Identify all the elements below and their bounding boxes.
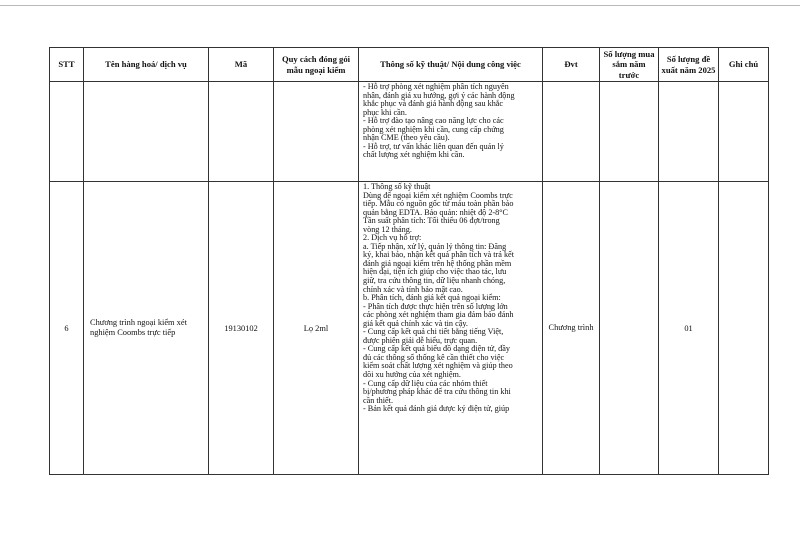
spec-line: hiện đại, tiện ích giúp cho việc thao tác, lưu (363, 267, 507, 277)
table-row (50, 182, 769, 475)
spec-line: quản bằng EDTA. Bảo quản: nhiệt độ 2-8°C (363, 207, 508, 217)
spec-line: b. Phân tích, đánh giá kết quả ngoại kiểm: (363, 293, 501, 303)
page-top-rule (0, 5, 800, 6)
cell-quy-cach: Lọ 2ml (274, 182, 359, 475)
spec-line: vòng 12 tháng. (363, 224, 412, 234)
spec-line: - Phân tích được thực hiện trên số lượng lớn (363, 301, 508, 311)
spec-line: - Cung cấp kết quả chi tiết bằng tiếng Việt, (363, 327, 504, 337)
spec-line: - Hỗ trợ phòng xét nghiệm phân tích nguyên (363, 82, 509, 91)
cell-sl-truoc (600, 182, 659, 475)
spec-line: - Hỗ trợ đào tạo nâng cao năng lực cho các (363, 116, 504, 126)
spec-line: phòng xét nghiệm khi cần, cung cấp chứng (363, 124, 504, 134)
spec-line: bị/phương pháp khác để tra cứu thông tin khi (363, 387, 511, 397)
spec-line: đủ các thông số thống kê cần thiết cho việc (363, 352, 505, 362)
spec-line: giá kết quả chính xác và tin cậy. (363, 318, 468, 328)
header-name: Tên hàng hoá/ dịch vụ (84, 48, 209, 82)
cell-sl-de-xuat (659, 82, 719, 182)
cell-sl-de-xuat: 01 (659, 182, 719, 475)
header-quy-cach: Quy cách đóng gói mẫu ngoại kiểm (274, 48, 359, 82)
spec-line: ký, khai báo, nhận kết quả phân tích và trả kết (363, 250, 514, 260)
header-sl-truoc: Số lượng mua sắm năm trước (600, 48, 659, 82)
cell-ma (209, 82, 274, 182)
spec-line: 1. Thông số kỹ thuật (363, 182, 431, 191)
spec-line: chất lượng xét nghiệm khi cần. (363, 150, 465, 160)
cell-ghi-chu (719, 182, 769, 475)
cell-dvt: Chương trình (543, 182, 600, 475)
cell-dvt (543, 82, 600, 182)
cell-stt (50, 82, 84, 182)
header-row (50, 48, 769, 82)
cell-sl-truoc (600, 82, 659, 182)
cell-ma: 19130102 (209, 182, 274, 475)
spec-line: Dùng để ngoại kiểm xét nghiệm Coombs trực (363, 190, 513, 200)
cell-thong-so (359, 82, 543, 182)
cell-name: Chương trình ngoại kiểm xét nghiệm Coombs trực tiếp (84, 182, 209, 475)
spec-line: - Cung cấp kết quả biểu đồ dạng điện tử, đầy (363, 344, 510, 354)
header-ghi-chu: Ghi chú (719, 48, 769, 82)
spec-line: tiếp. Mẫu có nguồn gốc từ máu toàn phần bảo (363, 199, 514, 209)
spec-line: giữ, tra cứu thông tin, dữ liệu nhanh chóng, (363, 276, 506, 286)
spec-line: phục khi cần. (363, 107, 407, 117)
spec-line: dõi xu hướng của xét nghiệm. (363, 370, 461, 380)
spec-line: nhận CME (theo yêu cầu). (363, 133, 450, 143)
spec-line: cần thiết. (363, 395, 394, 405)
spec-line: chính xác và tính bảo mật cao. (363, 284, 463, 294)
spec-line: 2. Dịch vụ hỗ trợ: (363, 233, 422, 243)
spec-line: các phòng xét nghiệm tham gia đảm bảo đánh (363, 310, 514, 320)
cell-quy-cach (274, 82, 359, 182)
header-sl-de-xuat: Số lượng đề xuất năm 2025 (659, 48, 719, 82)
cell-ghi-chu (719, 82, 769, 182)
spec-line: Tần suất phân tích: Tối thiểu 06 đợt/trong (363, 216, 500, 226)
cell-stt: 6 (50, 182, 84, 475)
spec-line: đánh giá ngoại kiểm trên hệ thống phần mềm (363, 258, 512, 268)
cell-thong-so (359, 182, 543, 475)
header-ma: Mã (209, 48, 274, 82)
header-stt: STT (50, 48, 84, 82)
spec-line: - Cung cấp dữ liệu của các nhóm thiết (363, 378, 488, 388)
procurement-table (49, 47, 769, 475)
spec-line: - Hỗ trợ, tư vấn khác liên quan đến quản lý (363, 141, 504, 151)
spec-line: được phiên giải dễ hiểu, trực quan. (363, 335, 478, 345)
header-dvt: Đvt (543, 48, 600, 82)
spec-line: kiểm soát chất lượng xét nghiệm và giúp theo (363, 361, 513, 371)
table-row (50, 82, 769, 182)
header-thong-so: Thông số kỹ thuật/ Nội dung công việc (359, 48, 543, 82)
spec-line: nhân, đánh giá xu hướng, gợi ý các hành động (363, 90, 515, 100)
cell-name (84, 82, 209, 182)
spec-line: khắc phục và đánh giá hành động sau khắc (363, 99, 504, 109)
spec-line: a. Tiếp nhận, xử lý, quản lý thông tin: Đăng (363, 241, 507, 251)
spec-line: - Bản kết quả đánh giá được ký điện tử, giúp (363, 404, 510, 414)
